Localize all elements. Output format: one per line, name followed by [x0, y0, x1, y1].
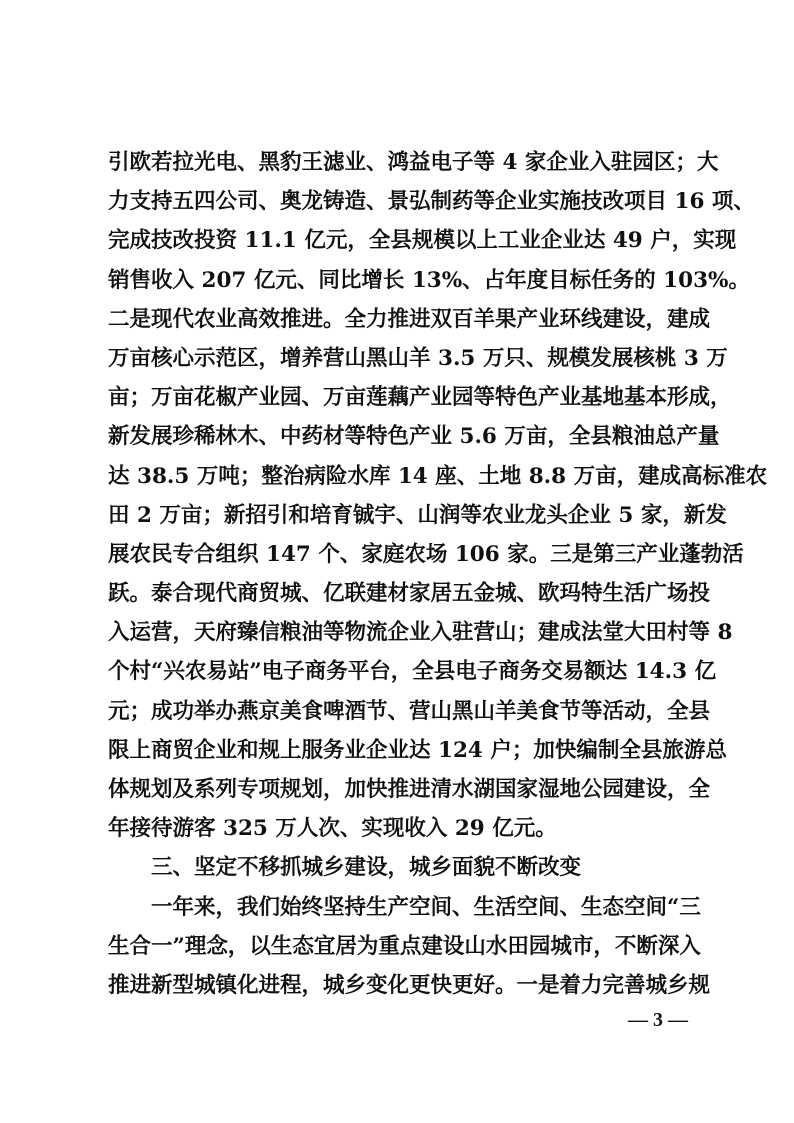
- text-line: 亩；万亩花椒产业园、万亩莲藕产业园等特色产业基地基本形成，: [108, 385, 732, 411]
- text-line: 引欧若拉光电、黑豹王滤业、鸿益电子等 4 家企业入驻园区；大: [108, 150, 719, 175]
- text-line: 入运营，天府臻信粮油等物流企业入驻营山；建成法堂大田村等 8: [108, 620, 733, 646]
- text-line: 田 2 万亩；新招引和培育铖宇、山润等农业龙头企业 5 家，新发: [108, 502, 727, 528]
- text-line: 力支持五四公司、奥龙铸造、景弘制药等企业实施技改项目 16 项、: [108, 189, 755, 215]
- text-line: 展农民专合组织 147 个、家庭农场 106 家。三是第三产业蓬勃活: [108, 541, 744, 567]
- text-line: 推进新型城镇化进程，城乡变化更快更好。一是着力完善城乡规: [108, 972, 711, 998]
- text-line: 新发展珍稀林木、中药材等特色产业 5.6 万亩，全县粮油总产量: [108, 424, 720, 450]
- text-line: 生合一”理念，以生态宜居为重点建设山水田园城市，不断深入: [108, 933, 701, 959]
- section-heading: 三、坚定不移抓城乡建设，城乡面貌不断改变: [151, 855, 582, 881]
- text-line: 一年来，我们始终坚持生产空间、生活空间、生态空间“三: [151, 894, 701, 920]
- text-line: 元；成功举办燕京美食啤酒节、营山黑山羊美食节等活动，全县: [108, 698, 711, 724]
- text-line: 万亩核心示范区，增养营山黑山羊 3.5 万只、规模发展核桃 3 万: [108, 345, 728, 371]
- text-line: 销售收入 207 亿元、同比增长 13%、占年度目标任务的 103%。: [108, 267, 750, 293]
- text-line: 达 38.5 万吨；整治病险水库 14 座、土地 8.8 万亩，建成高标准农: [108, 463, 768, 489]
- text-line: 跃。泰合现代商贸城、亿联建材家居五金城、欧玛特生活广场投: [108, 581, 711, 607]
- text-line: 完成技改投资 11.1 亿元，全县规模以上工业企业达 49 户，实现: [108, 228, 737, 254]
- body-text: [108, 143, 768, 1005]
- text-line: 限上商贸企业和规上服务业企业达 124 户；加快编制全县旅游总: [108, 737, 727, 763]
- text-line: 年接待游客 325 万人次、实现收入 29 亿元。: [108, 816, 557, 842]
- text-line: 个村“兴农易站”电子商务平台，全县电子商务交易额达 14.3 亿: [108, 659, 717, 685]
- page-number: — 3 —: [628, 1009, 688, 1031]
- text-line: 二是现代农业高效推进。全力推进双百羊果产业环线建设，建成: [108, 306, 711, 332]
- text-line: 体规划及系列专项规划，加快推进清水湖国家湿地公园建设，全: [108, 777, 711, 802]
